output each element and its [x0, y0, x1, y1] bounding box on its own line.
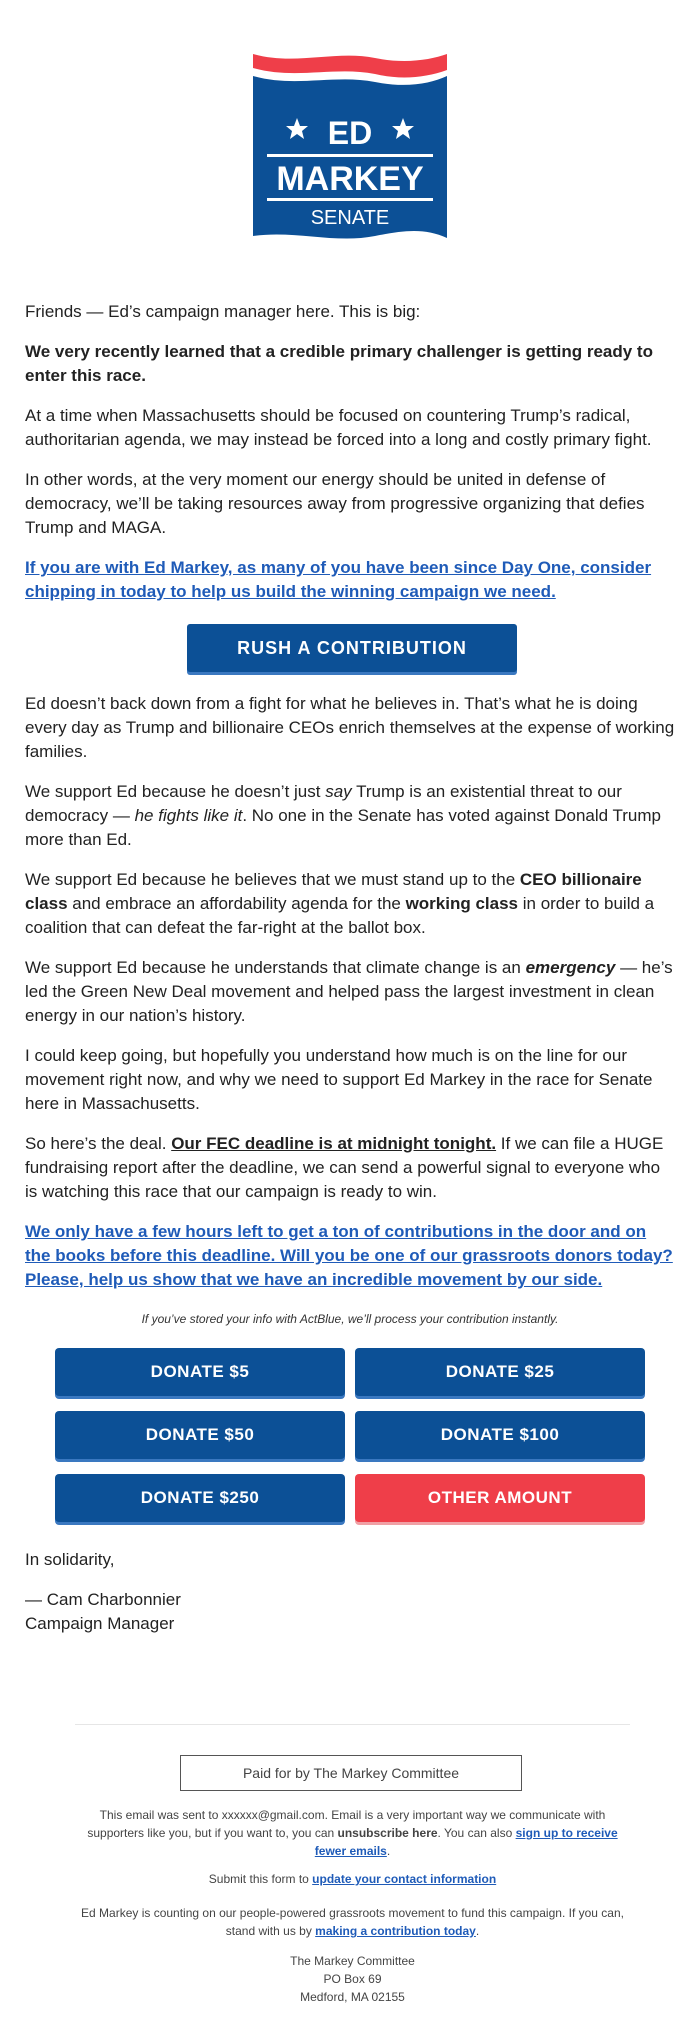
- paid-for-box: Paid for by The Markey Committee: [180, 1755, 522, 1791]
- donate-250-button[interactable]: DONATE $250: [55, 1474, 345, 1522]
- footer-update-info: Submit this form to update your contact information: [208, 1872, 497, 1886]
- paragraph-existential-threat: We support Ed because he doesn’t just say Trump is an existential threat to our democracy — he fights like it. No one in the Senate has voted against Donald Trump more than Ed.: [25, 782, 661, 849]
- paragraph-massachusetts: At a time when Massachusetts should be focused on countering Trump’s radical, authoritarian agenda, we may instead be forced into a long and costly primary fight.: [25, 406, 652, 449]
- logo-senate: SENATE: [310, 207, 390, 229]
- footer-address: The Markey Committee PO Box 69 Medford, MA 02155: [290, 1954, 415, 2004]
- paragraph-billionaire: We support Ed because he believes that we must stand up to the CEO billionaire class and embrace an affordability agenda for the working class in order to build a coalition that can defeat the far-right at the ballot box.: [25, 870, 655, 937]
- footer-divider: [75, 1724, 630, 1725]
- ed-markey-senate-logo: [235, 52, 465, 242]
- footer-fund-notice: Ed Markey is counting on our people-powered grassroots movement to fund this campaign. If you can, stand with us by making a contribution today.: [81, 1906, 624, 1938]
- footer-email-notice: This email was sent to xxxxxx@gmail.com. Email is a very important way we communicate with supporters like you, but if you want to, you can unsubscribe here. You can also sign up to receive fewer emails.: [87, 1808, 618, 1858]
- paragraph-ed-fights: Ed doesn’t back down from a fight for what he believes in. That’s what he is doing every day as Trump and billionaire CEOs enrich themselves at the expense of working families.: [25, 694, 675, 761]
- other-amount-button[interactable]: OTHER AMOUNT: [355, 1474, 645, 1522]
- update-contact-link[interactable]: update your contact information: [312, 1872, 497, 1886]
- donate-50-button[interactable]: DONATE $50: [55, 1411, 345, 1459]
- signature: — Cam Charbonnier Campaign Manager: [25, 1590, 181, 1633]
- closing: In solidarity,: [25, 1550, 115, 1569]
- paragraph-keep-going: I could keep going, but hopefully you understand how much is on the line for our movement right now, and why we need to support Ed Markey in the race for Senate here in Massachusetts.: [25, 1046, 653, 1113]
- contribution-link-2[interactable]: We only have a few hours left to get a ton of contributions in the door and on the books before this deadline. Will you be one of our grassroots donors today? Please, help us show that we have an incredible movement by our side.: [25, 1222, 673, 1289]
- paragraph-other-words: In other words, at the very moment our energy should be united in defense of democracy, we’ll be taking resources away from progressive organizing that defies Trump and MAGA.: [25, 470, 645, 537]
- paragraph-intro: Friends — Ed’s campaign manager here. This is big:: [25, 302, 421, 321]
- rush-contribution-button[interactable]: RUSH A CONTRIBUTION: [187, 624, 517, 672]
- paragraph-deadline: So here’s the deal. Our FEC deadline is at midnight tonight. If we can file a HUGE fundraising report after the deadline, we can send a powerful signal to everyone who is watching this race that our campaign is ready to win.: [25, 1134, 664, 1201]
- actblue-note: If you’ve stored your info with ActBlue, we’ll process your contribution instantly.: [141, 1312, 559, 1326]
- paragraph-climate: We support Ed because he understands that climate change is an emergency — he’s led the Green New Deal movement and helped pass the largest investment in clean energy in our nation’s history.: [25, 958, 673, 1025]
- contribution-link-1[interactable]: If you are with Ed Markey, as many of you have been since Day One, consider chipping in today to help us build the winning campaign we need.: [25, 558, 652, 601]
- contribute-today-link[interactable]: making a contribution today: [315, 1924, 476, 1938]
- fewer-emails-link[interactable]: sign up to receive fewer emails: [314, 1826, 618, 1858]
- donate-5-button[interactable]: DONATE $5: [55, 1348, 345, 1396]
- logo-ed: ED: [327, 115, 373, 151]
- unsubscribe-link[interactable]: unsubscribe here: [337, 1826, 438, 1840]
- donate-25-button[interactable]: DONATE $25: [355, 1348, 645, 1396]
- logo-markey: MARKEY: [276, 160, 424, 198]
- paragraph-challenger: We very recently learned that a credible primary challenger is getting ready to enter this race.: [25, 342, 653, 385]
- donate-100-button[interactable]: DONATE $100: [355, 1411, 645, 1459]
